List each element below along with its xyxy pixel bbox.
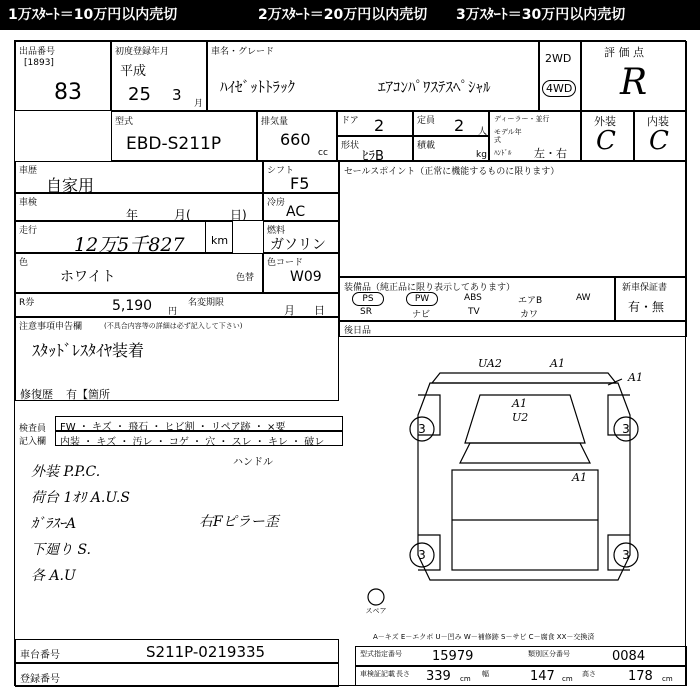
rear-items-label: 後日品 [344, 326, 372, 336]
color-change-label: 色替 [236, 273, 255, 283]
doors-box [337, 111, 413, 136]
check-row-interior [55, 431, 343, 446]
width-unit: cm [562, 675, 573, 683]
reg-month: 3 [172, 86, 182, 104]
type-no-label: 型式指定番号 [360, 650, 402, 658]
fuel-box [263, 221, 339, 253]
height-value: 178 [628, 669, 653, 684]
inspection-year: 年 [126, 208, 139, 222]
transfer-month: 月 [284, 304, 295, 317]
axle-box [413, 136, 489, 161]
length-unit: cm [460, 675, 471, 683]
fuel-label: 燃料 [267, 226, 286, 236]
displacement-value: 660 [280, 130, 311, 149]
shape-box [337, 136, 413, 164]
damage-legend: A－キズ E－エクボ U－凹み W－補修跡 S－サビ C－腐食 XX－交換済 [373, 633, 595, 641]
vehicle-damage-diagram [365, 355, 660, 615]
handle-value: 左・右 [534, 147, 567, 160]
shape-label: 形状 [341, 141, 360, 151]
inspector-note-1: 外装 P.P.C. [31, 464, 101, 480]
tire-mark-rl: 3 [418, 548, 426, 562]
shift-label: シフト [267, 166, 295, 176]
equip-abs: ABS [464, 293, 482, 303]
equip-sr: SR [360, 307, 372, 317]
dimensions-box [355, 666, 687, 686]
check-row-exterior [55, 416, 343, 431]
exterior-score-box [581, 111, 634, 161]
registration-no-box [15, 663, 339, 687]
height-label: 高さ [582, 670, 596, 678]
inspector-label: 検査員 [19, 424, 47, 434]
color-label: 色 [19, 258, 29, 268]
mark-a1-top: A1 [550, 357, 565, 370]
recycle-box [15, 293, 339, 317]
mark-a1-side: A1 [572, 471, 587, 484]
transfer-label: 名変期限 [188, 298, 225, 308]
type-no-value: 15979 [432, 649, 474, 664]
model-year-label: モデル年式 [494, 128, 522, 144]
width-label: 幅 [482, 670, 489, 678]
mark-ua2: UA2 [478, 357, 502, 370]
equip-ps: PS [352, 292, 384, 306]
length-value: 339 [426, 669, 451, 684]
dealer-label: ディーラー・並行 [494, 115, 550, 123]
equip-tv: TV [468, 307, 480, 317]
repair-value: 有【箇所 [66, 388, 110, 401]
aircon-value: AC [286, 204, 306, 220]
score-label: 評 価 点 [604, 46, 644, 59]
spare-label: スペア [365, 607, 387, 615]
chassis-box [15, 639, 339, 663]
car-name: ﾊｲｾﾞｯﾄﾄﾗｯｸ [220, 78, 296, 96]
aircon-box [263, 193, 339, 221]
front-bumper [432, 373, 616, 383]
color-code-label: 色コード [267, 258, 304, 268]
fuel-value: ガソリン [270, 237, 326, 253]
reg-year: 25 [128, 84, 151, 105]
exterior-score: C [596, 126, 616, 156]
usage-box [15, 161, 263, 193]
width-value: 147 [530, 669, 555, 684]
car-grade: ｴｱｺﾝﾊﾟﾜｽﾃｽﾍﾟｼｬﾙ [378, 78, 491, 96]
displacement-label: 排気量 [261, 117, 289, 127]
inspector-note-2: 荷台 1ｵﾘ A.U.S [31, 490, 130, 506]
class-no-value: 0084 [612, 649, 646, 664]
capacity-box [413, 111, 489, 136]
inspection-box [15, 193, 263, 221]
capacity-label: 定員 [417, 116, 436, 126]
mileage-label: 走行 [19, 226, 38, 236]
chassis-number: S211P-0219335 [146, 643, 266, 661]
notes-label: 注意事項申告欄 [19, 322, 83, 332]
drive-2wd: 2WD [545, 52, 572, 65]
car-name-box [207, 41, 539, 111]
inspector-note-5: 各 A.U [31, 568, 76, 584]
reg-era: 平成 [120, 64, 147, 79]
mark-a1-right: A1 [628, 371, 643, 384]
usage-value: 自家用 [46, 176, 95, 195]
registration-box [111, 41, 207, 111]
selling-points-box [339, 161, 687, 277]
capacity-unit: 人 [478, 127, 488, 137]
notes-sub: (不具合内容等の詳細は必ず記入して下さい) [104, 322, 243, 330]
reg-label: 初度登録年月 [115, 47, 170, 57]
shift-value: F5 [290, 174, 310, 193]
notes-box [15, 317, 339, 401]
inspector-note-4: 下廻り S. [31, 542, 91, 558]
warranty-label: 新車保証書 [622, 283, 668, 293]
mileage-box [15, 221, 233, 256]
warranty-box [615, 277, 687, 321]
check-row2: 内装 ・ キズ ・ 汚レ ・ コゲ ・ 穴 ・ スレ ・ キレ ・ 破レ [60, 437, 325, 448]
color-code-box [263, 253, 339, 293]
inspector-note-3: ｶﾞﾗｽｰA [31, 516, 77, 532]
exterior-label: 外装 [594, 115, 616, 128]
height-unit: cm [662, 675, 673, 683]
banner-rule-3: 3万ｽﾀｰﾄ＝30万円以内売切 [456, 7, 626, 23]
interior-score-box [634, 111, 687, 161]
color-code: W09 [290, 269, 322, 285]
chassis-label: 車台番号 [20, 650, 60, 661]
lot-number: 83 [54, 80, 82, 105]
inspection-label: 車検 [19, 198, 38, 208]
equipment-label: 装備品（純正品に限り表示してあります） [344, 283, 516, 293]
reg-month-unit: 月 [194, 99, 204, 109]
notes-text: ｽﾀｯﾄﾞﾚｽﾀｲﾔ装着 [32, 341, 145, 360]
score-value: R [620, 62, 648, 103]
recycle-value: 5,190 [112, 298, 153, 314]
reg-no-label: 登録番号 [20, 674, 60, 685]
windshield [460, 443, 590, 463]
tire-mark-fl: 3 [418, 422, 426, 436]
mileage-value: 12万5千827 [74, 234, 185, 256]
equip-airbag: エアB [518, 296, 543, 306]
recycle-label: R券 [19, 298, 35, 308]
equip-aw: AW [576, 293, 591, 303]
aircon-label: 冷房 [267, 198, 286, 208]
equip-pw: PW [406, 292, 438, 306]
mileage-unit-box [205, 221, 233, 253]
doors-value: 2 [374, 116, 385, 135]
shift-box [263, 161, 339, 193]
mark-leader-right [608, 379, 622, 385]
color-box [15, 253, 263, 293]
displacement-box [257, 111, 337, 161]
tire-mark-rr: 3 [622, 548, 630, 562]
score-box [581, 41, 687, 111]
model-label: 型式 [115, 117, 134, 127]
displacement-unit: cc [318, 148, 328, 158]
lot-label: 出品番号 [19, 47, 56, 57]
color-value: ホワイト [60, 269, 116, 285]
drive-box [539, 41, 581, 111]
dims-label: 車検証記載 [360, 670, 395, 678]
rear-items-box [339, 321, 687, 337]
capacity-value: 2 [454, 116, 465, 135]
transfer-day: 日 [314, 304, 325, 317]
axle-unit: kg [476, 150, 487, 160]
class-no-label: 類別区分番号 [528, 650, 570, 658]
drive-4wd: 4WD [542, 80, 576, 97]
doors-label: ドア [341, 116, 359, 126]
interior-score: C [649, 126, 669, 156]
diagram-note: 右Fピラー歪 [199, 514, 279, 530]
lot-sub: [1893] [24, 58, 54, 68]
mark-a1-roof: A1 [512, 397, 527, 410]
mark-u2-roof: U2 [512, 411, 529, 424]
recycle-unit: 円 [168, 307, 178, 317]
inspection-day: 日) [230, 208, 247, 222]
banner-rule-2: 2万ｽﾀｰﾄ＝20万円以内売切 [258, 7, 428, 23]
equip-leather: カワ [520, 310, 539, 320]
length-label: 長さ [396, 670, 410, 678]
selling-label: セールスポイント（正常に機能するものに限ります） [344, 167, 560, 177]
banner-rule-1: 1万ｽﾀｰﾄ＝10万円以内売切 [8, 7, 178, 23]
model-box [111, 111, 257, 161]
handle-note: ハンドル [233, 457, 273, 468]
usage-label: 車歴 [19, 166, 38, 176]
inspection-month: 月( [174, 208, 191, 222]
equip-navi: ナビ [412, 310, 431, 320]
repair-label: 修復歴 [20, 388, 53, 401]
handle-label: ﾊﾝﾄﾞﾙ [494, 149, 512, 157]
type-number-box [355, 646, 687, 666]
car-label: 車名・グレード [211, 47, 275, 57]
lot-box [15, 41, 111, 111]
equipment-box [339, 277, 615, 321]
interior-label: 内装 [647, 115, 669, 128]
price-banner [0, 0, 700, 30]
axle-label: 積載 [417, 141, 436, 151]
model-value: EBD-S211P [126, 134, 222, 154]
shape-value: ﾋﾗB [362, 149, 384, 164]
warranty-value: 有・無 [628, 300, 665, 314]
mileage-unit: km [211, 234, 229, 247]
dealer-box [489, 111, 581, 161]
tire-mark-fr: 3 [622, 422, 630, 436]
entry-label: 記入欄 [19, 437, 47, 447]
check-row1: FW ・ キズ ・ 飛石 ・ ヒビ割 ・ リペア跡 ・ ×要 [60, 422, 286, 433]
